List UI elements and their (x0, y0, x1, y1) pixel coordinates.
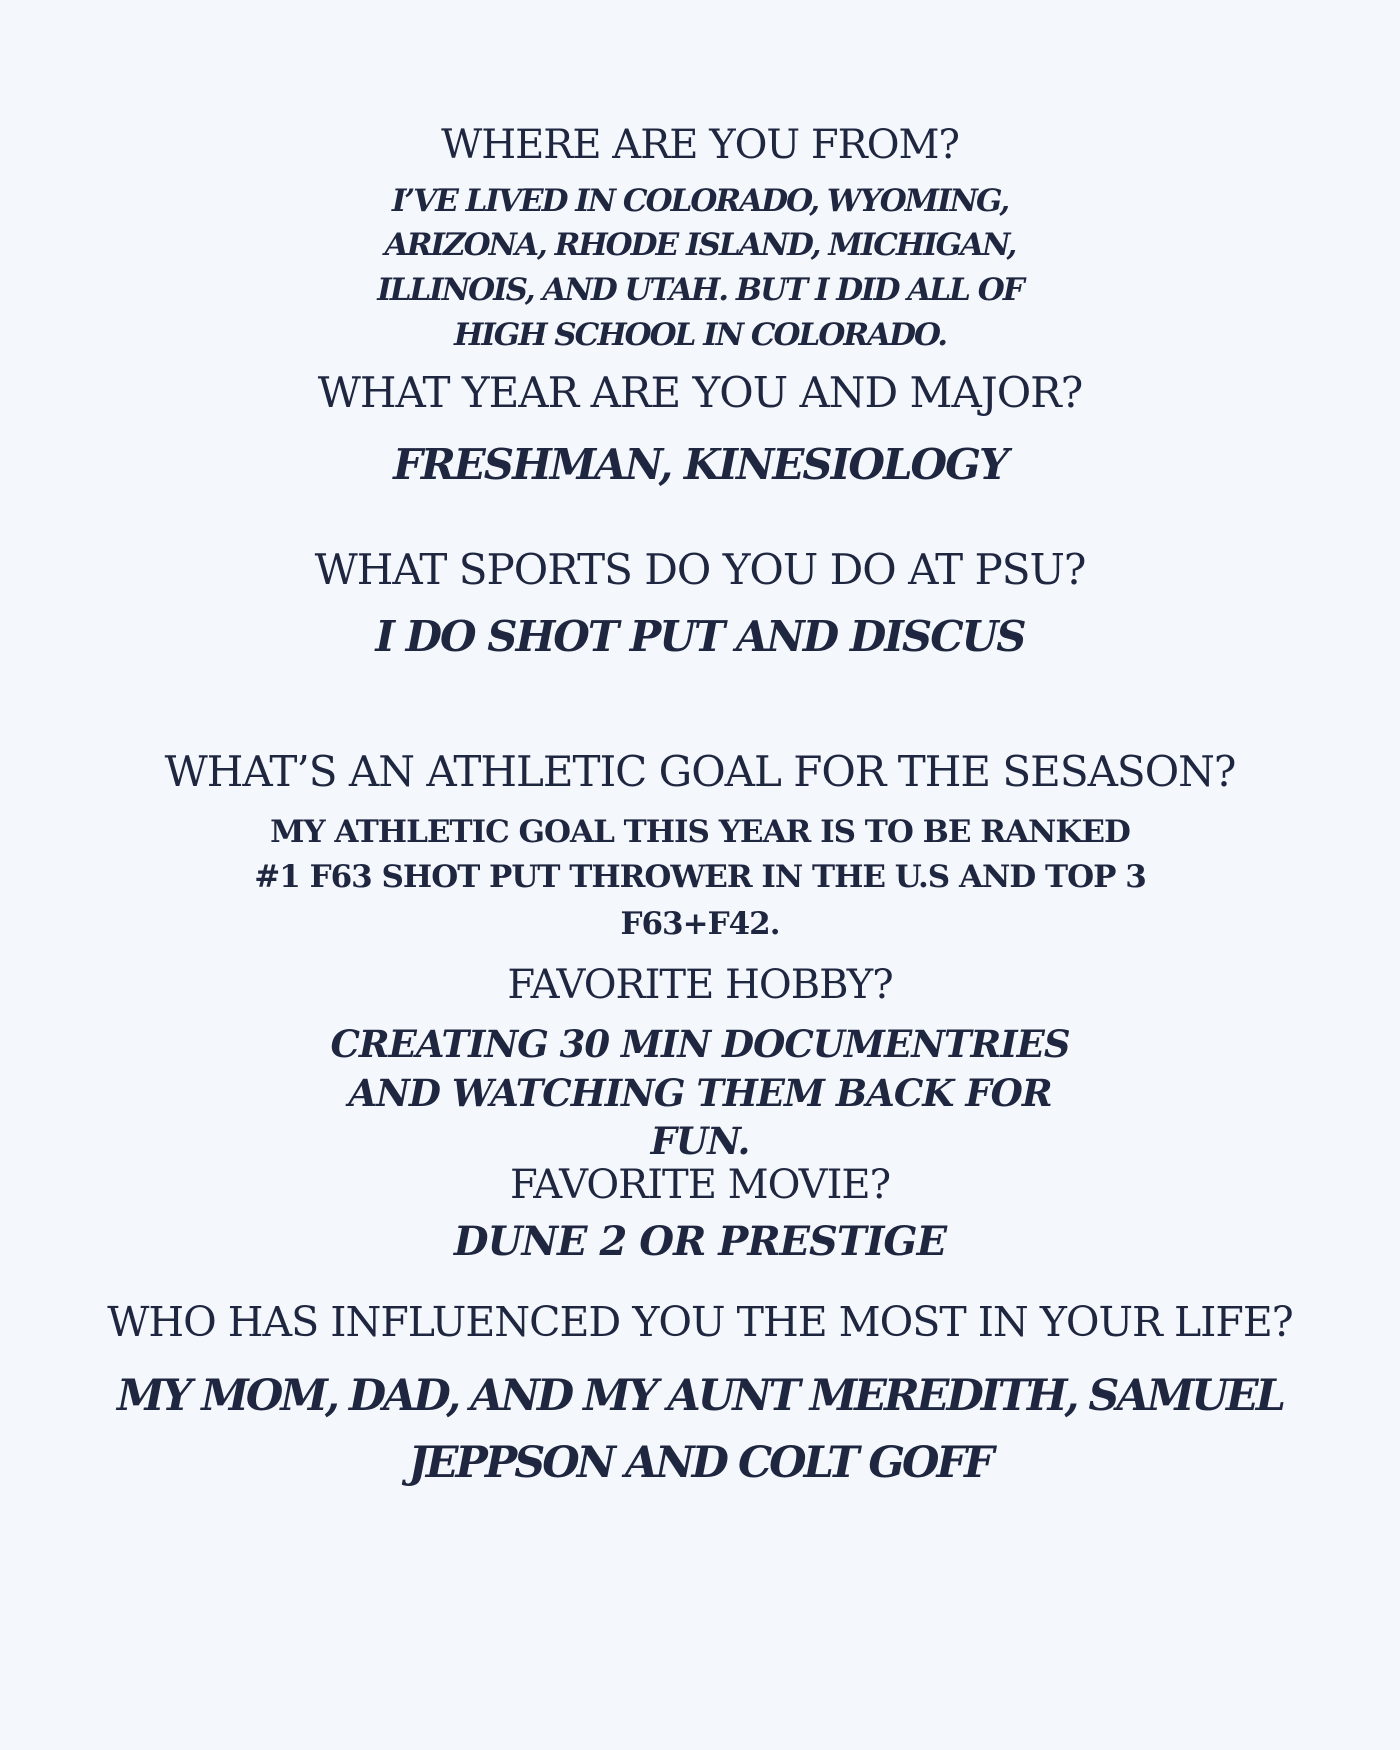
question-sports: WHAT SPORTS DO YOU DO AT PSU? (314, 545, 1086, 594)
answer-movie: DUNE 2 OR PRESTIGE (453, 1218, 947, 1265)
answer-year-major: FRESHMAN, KINESIOLOGY (393, 440, 1007, 489)
question-hobby: FAVORITE HOBBY? (507, 962, 893, 1008)
answer-origin-line-1: I’VE LIVED IN COLORADO, WYOMING, (391, 183, 1009, 219)
answer-influence-line-1: MY MOM, DAD, AND MY AUNT MEREDITH, SAMUEL (117, 1371, 1283, 1421)
answer-hobby-line-2: AND WATCHING THEM BACK FOR (348, 1071, 1052, 1115)
answer-influence-line-2: JEPPSON AND COLT GOFF (408, 1438, 992, 1488)
answer-athletic-goal-line-1: MY ATHLETIC GOAL THIS YEAR IS TO BE RANKED (270, 814, 1130, 850)
answer-hobby-line-1: CREATING 30 MIN DOCUMENTRIES (330, 1022, 1070, 1066)
answer-hobby-line-3: FUN. (650, 1119, 750, 1163)
question-movie: FAVORITE MOVIE? (509, 1162, 891, 1208)
answer-athletic-goal-line-2: #1 F63 SHOT PUT THROWER IN THE U.S AND TOP 3 (254, 859, 1146, 895)
question-influence: WHO HAS INFLUENCED YOU THE MOST IN YOUR LIFE? (107, 1298, 1293, 1346)
answer-athletic-goal-line-3: F63+F42. (620, 906, 780, 942)
question-origin: WHERE ARE YOU FROM? (441, 122, 959, 168)
answer-sports: I DO SHOT PUT AND DISCUS (375, 612, 1025, 661)
question-year-major: WHAT YEAR ARE YOU AND MAJOR? (317, 368, 1083, 417)
question-athletic-goal: WHAT’S AN ATHLETIC GOAL FOR THE SESASON? (164, 747, 1236, 796)
answer-origin-line-4: HIGH SCHOOL IN COLORADO. (453, 317, 947, 353)
answer-origin-line-2: ARIZONA, RHODE ISLAND, MICHIGAN, (384, 227, 1016, 263)
answer-origin-line-3: ILLINOIS, AND UTAH. BUT I DID ALL OF (377, 272, 1023, 308)
